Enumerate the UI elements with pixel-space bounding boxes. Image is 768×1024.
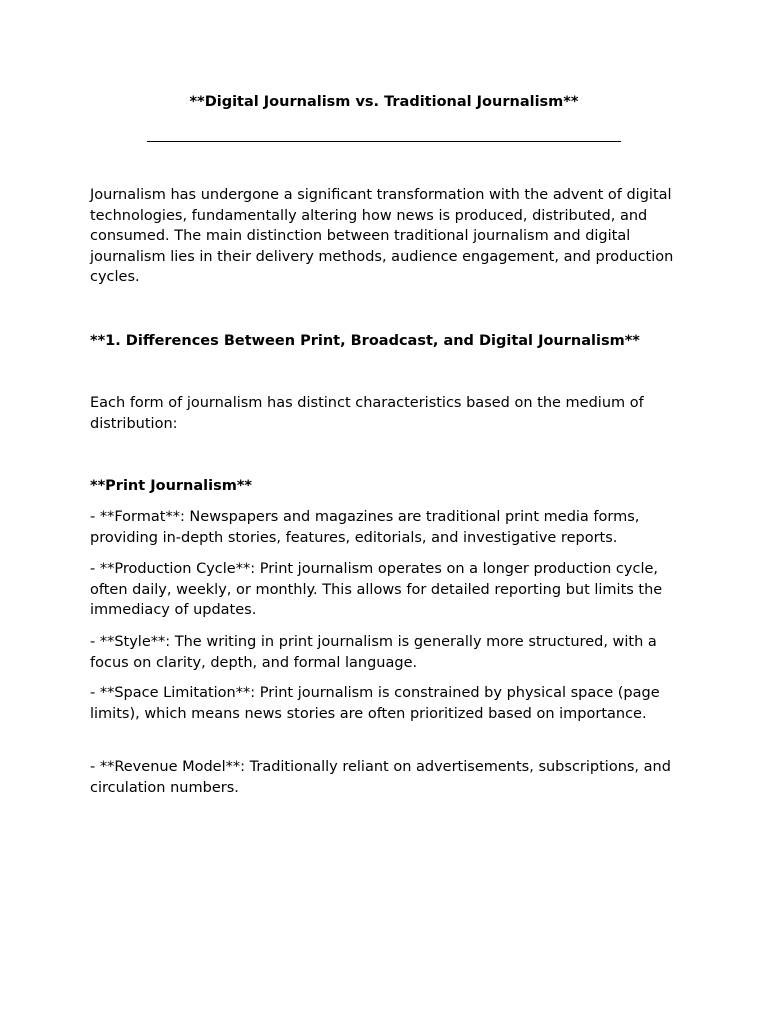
bullet-text: - **Format**: Newspapers and magazines are traditional print media forms, providing in-depth stories, features, editorials, and investigative reports. xyxy=(90,509,640,546)
bullet-item-style xyxy=(90,632,680,673)
bullet-text: - **Production Cycle**: Print journalism operates on a longer production cycle, often daily, weekly, or monthly. This allows for detailed reporting but limits the immediacy of updates. xyxy=(90,561,663,619)
bullet-text: - **Space Limitation**: Print journalism is constrained by physical space (page limits), which means news stories are often prioritized based on importance. xyxy=(90,685,660,722)
bullet-text: - **Style**: The writing in print journalism is generally more structured, with a focus on clarity, depth, and formal language. xyxy=(90,634,657,671)
intro-text: Journalism has undergone a significant transformation with the advent of digital technologies, fundamentally altering how news is produced, distributed, and consumed. The main distinction between traditional journalism and digital journalism lies in their delivery methods, audience engagement, and production cycles. xyxy=(90,187,674,286)
bullet-item-format xyxy=(90,507,680,548)
section-heading: **1. Differences Between Print, Broadcast, and Digital Journalism** xyxy=(90,333,640,349)
bullet-item-space-limitation xyxy=(90,683,680,724)
section-intro-paragraph xyxy=(90,393,680,434)
section-intro-text: Each form of journalism has distinct characteristics based on the medium of distribution: xyxy=(90,395,644,432)
title-divider xyxy=(147,141,621,142)
print-journalism-heading: **Print Journalism** xyxy=(90,478,252,494)
intro-paragraph xyxy=(90,185,680,288)
bullet-text: - **Revenue Model**: Traditionally reliant on advertisements, subscriptions, and circulation numbers. xyxy=(90,759,671,796)
bullet-item-revenue-model xyxy=(90,757,680,798)
bullet-item-production-cycle xyxy=(90,559,680,621)
document-title: **Digital Journalism vs. Traditional Journalism** xyxy=(189,94,579,110)
